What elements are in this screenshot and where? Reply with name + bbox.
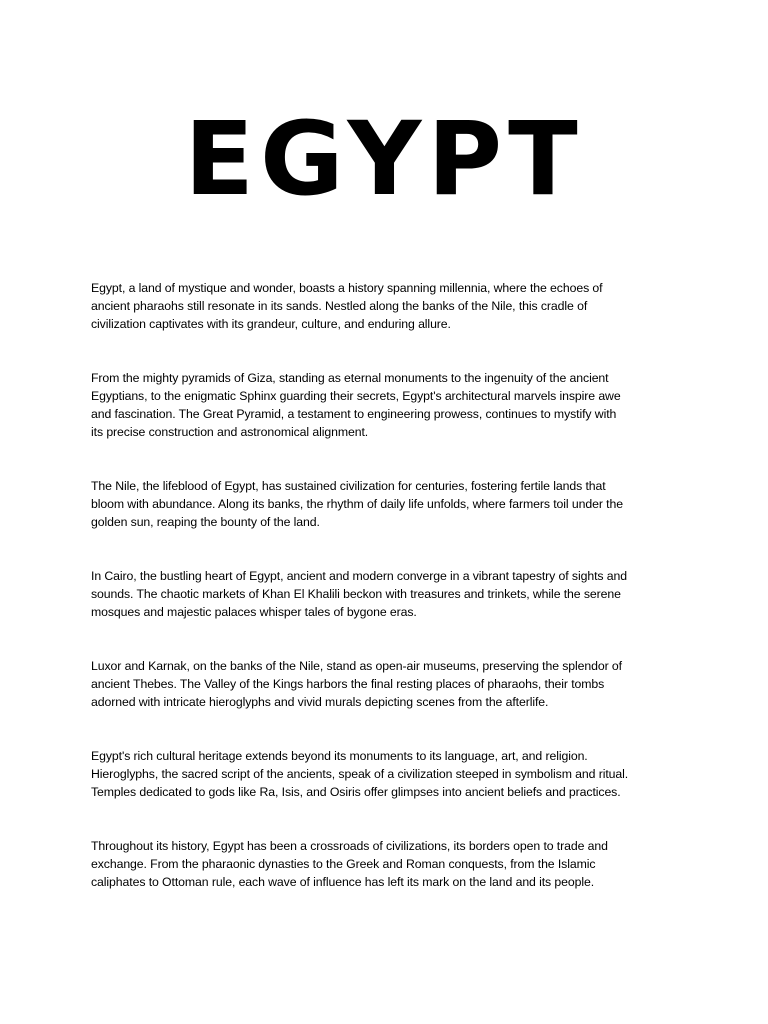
page-title: EGYPT (184, 100, 584, 219)
paragraph-history: Throughout its history, Egypt has been a crossroads of civilizations, its borders open to trade and exchange. From the pharaonic dynasties to the Greek and Roman conquests, from the Islamic caliphates to Ottoman rule, each wave of influence has left its mark on the land and its people. (91, 839, 608, 889)
paragraph-cairo: In Cairo, the bustling heart of Egypt, ancient and modern converge in a vibrant tapestry of sights and sounds. The chaotic markets of Khan El Khalili beckon with treasures and trinkets, while the serene mosques and majestic palaces whisper tales of bygone eras. (91, 569, 627, 619)
paragraph-pyramids: From the mighty pyramids of Giza, standing as eternal monuments to the ingenuity of the ancient Egyptians, to the enigmatic Sphinx guarding their secrets, Egypt's architectural marvels inspire awe and fascination. The Great Pyramid, a testament to engineering prowess, continues to mystify with its precise construction and astronomical alignment. (91, 371, 621, 439)
paragraph-luxor-karnak: Luxor and Karnak, on the banks of the Nile, stand as open-air museums, preserving the splendor of ancient Thebes. The Valley of the Kings harbors the final resting places of pharaohs, their tombs adorned with intricate hieroglyphs and vivid murals depicting scenes from the afterlife. (91, 659, 622, 709)
paragraph-nile: The Nile, the lifeblood of Egypt, has sustained civilization for centuries, fostering fertile lands that bloom with abundance. Along its banks, the rhythm of daily life unfolds, where farmers toil under the golden sun, reaping the bounty of the land. (91, 479, 623, 529)
document-body (91, 279, 683, 927)
paragraph-cultural-heritage: Egypt's rich cultural heritage extends beyond its monuments to its language, art, and religion. Hieroglyphs, the sacred script of the ancients, speak of a civilization steeped in symbolism and ritual. Temples dedicated to gods like Ra, Isis, and Osiris offer glimpses into ancient beliefs and practices. (91, 749, 629, 799)
paragraph-intro: Egypt, a land of mystique and wonder, boasts a history spanning millennia, where the echoes of ancient pharaohs still resonate in its sands. Nestled along the banks of the Nile, this cradle of civilization captivates with its grandeur, culture, and enduring allure. (91, 281, 603, 331)
